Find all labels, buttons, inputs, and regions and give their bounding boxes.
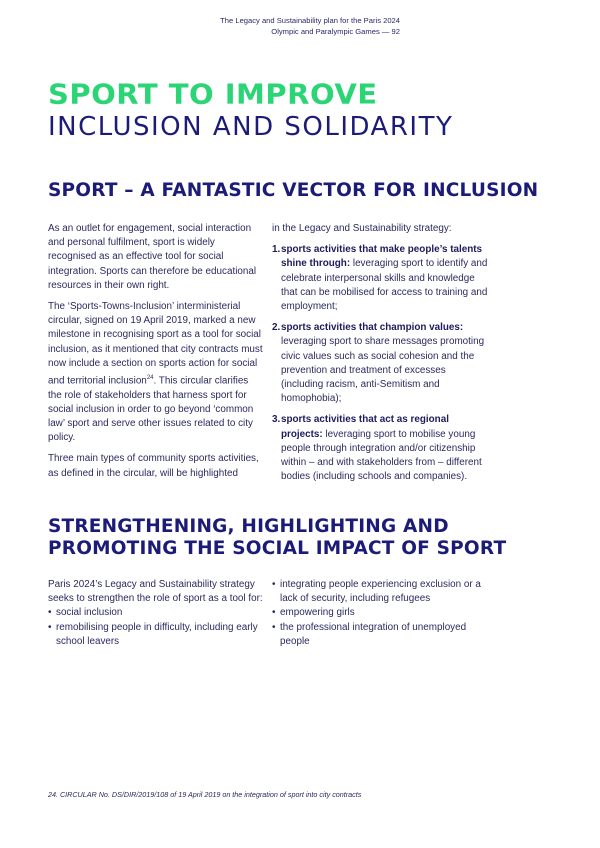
bullet-item <box>48 606 264 620</box>
list-item <box>272 243 488 314</box>
paragraph-1: As an outlet for engagement, social interaction and personal fulfilment, sport is widely recognised as an effective tool for social integration. Sports can therefore be educational resources in their own right. <box>48 223 257 291</box>
chapter-title-line-2: INCLUSION AND SOLIDARITY <box>48 112 454 142</box>
section-2-heading-line-1: STRENGTHENING, HIGHLIGHTING AND <box>48 516 449 537</box>
chapter-title <box>48 76 453 142</box>
section-2-left-column <box>48 578 264 649</box>
page-header <box>0 15 400 37</box>
list-item-text: leveraging sport to share messages promoting civic values such as social cohesion and the prevention and treatment of excesses (including racism, anti-Semitism and homophobia); <box>281 336 485 405</box>
list-item-title: sports activities that act as regional projects: <box>281 414 449 440</box>
section-1-heading: SPORT – A FANTASTIC VECTOR FOR INCLUSION <box>48 180 539 201</box>
header-line-2: Olympic and Paralympic Games — 92 <box>271 27 400 36</box>
list-item-number: 2. <box>272 322 281 334</box>
bullet-marker: • <box>48 607 52 619</box>
section-2-intro: Paris 2024’s Legacy and Sustainability strategy seeks to strengthen the role of sport as a tool for: <box>48 579 263 605</box>
bullet-text: integrating people experiencing exclusion or a lack of security, including refugees <box>280 579 481 605</box>
section-2-right-column <box>272 578 488 649</box>
list-item-text: leveraging sport to mobilise young people through integration and/or citizenship within – and with stakeholders from – different bodies (including schools and companies). <box>281 428 482 483</box>
list-intro: in the Legacy and Sustainability strategy: <box>272 223 452 234</box>
header-line-1: The Legacy and Sustainability plan for the Paris 2024 <box>220 16 400 25</box>
bullet-text: remobilising people in difficulty, including early school leavers <box>56 621 258 647</box>
bullet-item <box>272 606 488 620</box>
bullet-marker: • <box>48 621 52 633</box>
bullet-marker: • <box>272 607 276 619</box>
bullet-text: the professional integration of unemployed people <box>280 621 467 647</box>
list-item-number: 3. <box>272 414 281 426</box>
list-item-title: sports activities that make people’s talents shine through: <box>281 244 483 270</box>
list-item <box>272 413 488 484</box>
paragraph-2 <box>48 300 264 445</box>
footnote-ref: 24 <box>146 375 154 382</box>
bullet-item <box>272 621 488 649</box>
list-item-text: leveraging sport to identify and celebrate interpersonal skills and knowledge that can be mobilised for access to training and employment; <box>281 258 488 313</box>
list-item-number: 1. <box>272 244 281 256</box>
section-1-right-column <box>272 222 488 491</box>
bullet-text: social inclusion <box>56 607 123 619</box>
footnote: 24. CIRCULAR No. DS/DIR/2019/108 of 19 April 2019 on the integration of sport into city contracts <box>48 790 362 799</box>
section-2-heading <box>48 516 506 560</box>
section-1-left-column <box>48 222 264 488</box>
bullet-item <box>48 621 264 649</box>
paragraph-2-tail: . This circular clarifies the role of stakeholders that harness sport for social inclusion in order to go beyond ‘common law’ sport and serve other issues related to city policy. <box>48 375 254 444</box>
bullet-text: empowering girls <box>280 607 355 619</box>
chapter-title-line-1: SPORT TO IMPROVE <box>48 77 378 111</box>
list-item-title: sports activities that champion values: <box>281 322 464 334</box>
paragraph-2-text: The ‘Sports-Towns-Inclusion’ interministerial circular, signed on 19 April 2019, marked a new milestone in recognising sport as a tool for social inclusion, as it mentioned that city contracts must now include a section on sports action for social and territorial inclusion <box>48 301 263 387</box>
bullet-item <box>272 578 488 606</box>
section-2-heading-line-2: PROMOTING THE SOCIAL IMPACT OF SPORT <box>48 538 507 559</box>
bullet-marker: • <box>272 579 276 590</box>
bullet-marker: • <box>272 621 276 633</box>
paragraph-3: Three main types of community sports activities, as defined in the circular, will be highlighted <box>48 453 259 479</box>
list-item <box>272 321 488 406</box>
